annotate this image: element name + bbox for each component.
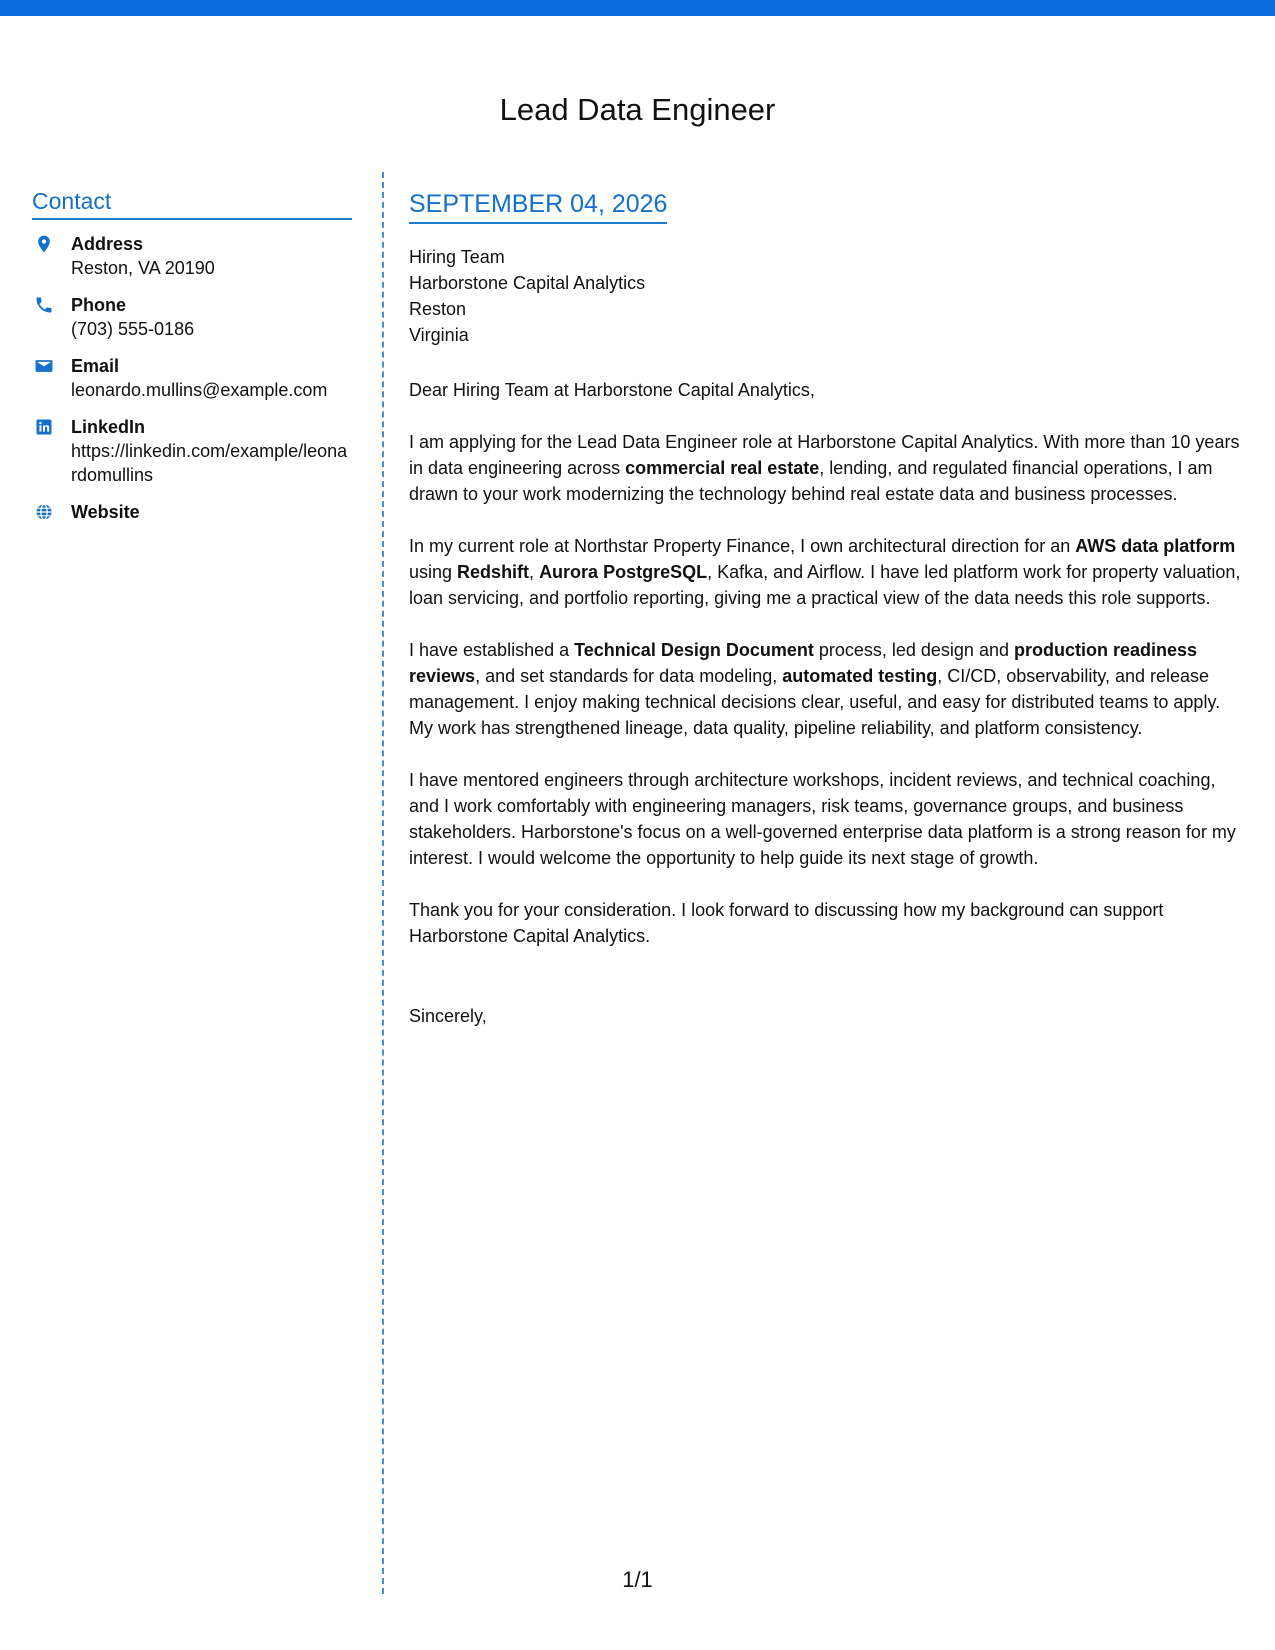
emphasized-text: commercial real estate: [625, 458, 820, 478]
paragraph-text: , lending, and regulated financial operations, I am drawn to your work modernizing the technology behind real estate data and business processes.: [409, 458, 1213, 504]
emphasized-text: Redshift: [457, 562, 530, 582]
salutation: Dear Hiring Team at Harborstone Capital Analytics,: [409, 380, 815, 400]
globe-icon: [34, 502, 54, 522]
letter-paragraph: [409, 429, 1249, 507]
contact-item-linkedin: [32, 415, 352, 487]
contact-value: Reston, VA 20190: [71, 258, 215, 278]
contact-label: Email: [71, 356, 120, 376]
contact-item-phone: [32, 293, 352, 341]
emphasized-text: Technical Design Document: [574, 640, 814, 660]
phone-icon: [34, 295, 54, 315]
location-pin-icon: [34, 234, 54, 254]
envelope-icon: [34, 356, 54, 376]
letter-paragraphs: [409, 429, 1249, 949]
contact-label: Phone: [71, 295, 127, 315]
contact-value: (703) 555-0186: [71, 319, 195, 339]
paragraph-text: Thank you for your consideration. I look forward to discussing how my background can support Harborstone Capital Analytics.: [409, 900, 1164, 946]
paragraph-text: using: [409, 562, 458, 582]
contact-label: Address: [71, 234, 144, 254]
contact-item-website: [32, 500, 352, 524]
recipient-line: Virginia: [409, 325, 469, 345]
letter-date: SEPTEMBER 04, 2026: [409, 188, 667, 224]
contact-label: LinkedIn: [71, 417, 146, 437]
contact-value[interactable]: https://linkedin.com/example/leonardomullins: [71, 441, 348, 485]
letter-paragraph: [409, 637, 1249, 741]
emphasized-text: Aurora PostgreSQL: [539, 562, 708, 582]
paragraph-text: I have established a: [409, 640, 575, 660]
letter-paragraph: [409, 897, 1249, 949]
paragraph-text: , Kafka, and Airflow. I have led platform work for property valuation, loan servicing, and portfolio reporting, giving me a practical view of the data needs this role supports.: [409, 562, 1241, 608]
letter-paragraph: [409, 767, 1249, 871]
contact-label: Website: [71, 502, 140, 522]
emphasized-text: AWS data platform: [1075, 536, 1236, 556]
recipient-block: [409, 244, 1249, 348]
recipient-line: Hiring Team: [409, 247, 505, 267]
recipient-line: Harborstone Capital Analytics: [409, 273, 646, 293]
closing: Sincerely,: [409, 1006, 487, 1026]
letter-body: [409, 188, 1249, 1029]
contact-item-email: [32, 354, 352, 402]
top-accent-bar: [0, 0, 1275, 16]
contact-heading: Contact: [32, 188, 352, 220]
paragraph-text: , and set standards for data modeling,: [475, 666, 783, 686]
paragraph-text: I am applying for the Lead Data Engineer role at Harborstone Capital Analytics. With more than 10 years in data engineering across: [409, 432, 1240, 478]
paragraph-text: In my current role at Northstar Property Finance, I own architectural direction for an: [409, 536, 1076, 556]
contact-item-address: [32, 232, 352, 280]
contact-value: leonardo.mullins@example.com: [71, 380, 328, 400]
contact-sidebar: [32, 188, 352, 537]
emphasized-text: production readiness reviews: [409, 640, 1198, 686]
page-number: 1/1: [622, 1567, 653, 1592]
linkedin-icon: [34, 417, 54, 437]
paragraph-text: , CI/CD, observability, and release management. I enjoy making technical decisions clear, useful, and easy for distributed teams to apply. My work has strengthened lineage, data quality, pipeline reliability, and platform consistency.: [409, 666, 1221, 738]
paragraph-text: process, led design and: [813, 640, 1014, 660]
column-divider: [382, 172, 384, 1594]
paragraph-text: I have mentored engineers through architecture workshops, incident reviews, and technical coaching, and I work comfortably with engineering managers, risk teams, governance groups, and business stakeholders. Harborstone's focus on a well-governed enterprise data platform is a strong reason for my interest. I would welcome the opportunity to help guide its next stage of growth.: [409, 770, 1236, 868]
emphasized-text: automated testing: [782, 666, 938, 686]
document-title: Lead Data Engineer: [499, 92, 776, 127]
paragraph-text: ,: [529, 562, 540, 582]
recipient-line: Reston: [409, 299, 467, 319]
letter-paragraph: [409, 533, 1249, 611]
